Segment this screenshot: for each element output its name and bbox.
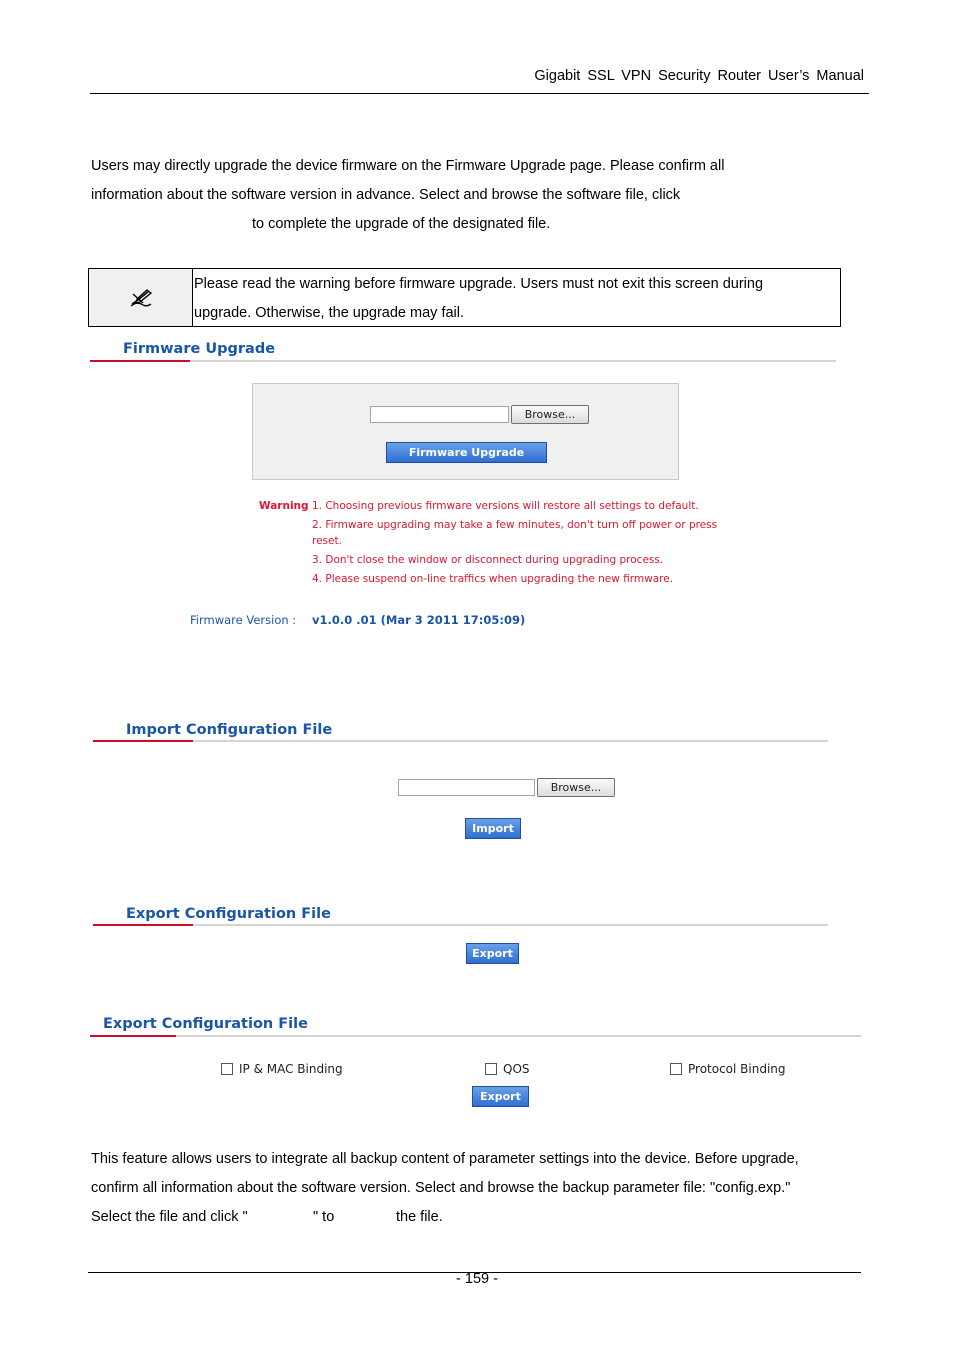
- firmware-version-value: v1.0.0 .01 (Mar 3 2011 17:05:09): [312, 613, 526, 627]
- export-config-options-rule: [90, 1035, 861, 1037]
- qos-checkbox[interactable]: [485, 1063, 497, 1075]
- body-line-2: confirm all information about the software version. Select and browse the backup parameter file: "config.exp.": [91, 1180, 791, 1196]
- option-qos[interactable]: [485, 1062, 530, 1076]
- note-line-2: upgrade. Otherwise, the upgrade may fail.: [194, 305, 465, 321]
- body-line-3a: Select the file and click ": [91, 1209, 248, 1225]
- import-config-rule-accent: [93, 740, 193, 742]
- option-ip-mac-binding[interactable]: [221, 1062, 343, 1076]
- body-line-3c: the file.: [396, 1209, 443, 1225]
- note-line-1: Please read the warning before firmware upgrade. Users must not exit this screen during: [194, 276, 764, 292]
- warning-item-1: 1. Choosing previous firmware versions will restore all settings to default.: [312, 500, 699, 512]
- note-text: [194, 270, 832, 328]
- qos-label: QOS: [503, 1062, 530, 1076]
- export-config-title: Export Configuration File: [126, 906, 331, 922]
- page-number: - 159 -: [456, 1271, 498, 1287]
- firmware-browse-button[interactable]: Browse...: [511, 405, 589, 424]
- protocol-binding-label: Protocol Binding: [688, 1062, 786, 1076]
- ip-mac-binding-label: IP & MAC Binding: [239, 1062, 343, 1076]
- warning-item-4: 4. Please suspend on-line traffics when upgrading the new firmware.: [312, 573, 674, 585]
- warning-item-3: 3. Don't close the window or disconnect during upgrading process.: [312, 554, 664, 566]
- export-button[interactable]: Export: [466, 943, 519, 964]
- warning-item-2: 2. Firmware upgrading may take a few minutes, don't turn off power or press: [312, 519, 718, 531]
- export-config-options-rule-accent: [90, 1035, 176, 1037]
- firmware-version-label: Firmware Version :: [190, 613, 297, 627]
- firmware-upgrade-rule-accent: [90, 360, 190, 362]
- pencil-note-icon: [129, 288, 153, 308]
- export-config-rule: [93, 924, 828, 926]
- import-config-title: Import Configuration File: [126, 722, 333, 738]
- option-protocol-binding[interactable]: [670, 1062, 786, 1076]
- body-line-3b: " to: [313, 1209, 335, 1225]
- protocol-binding-checkbox[interactable]: [670, 1063, 682, 1075]
- import-button[interactable]: Import: [465, 818, 521, 839]
- intro-line-3: to complete the upgrade of the designated file.: [252, 216, 551, 232]
- firmware-upgrade-panel: [252, 383, 679, 480]
- intro-line-1: Users may directly upgrade the device firmware on the Firmware Upgrade page. Please confirm all: [91, 158, 725, 174]
- firmware-upgrade-button[interactable]: Firmware Upgrade: [386, 442, 547, 463]
- export-config-rule-accent: [93, 924, 193, 926]
- firmware-upgrade-rule: [90, 360, 836, 362]
- warning-label: Warning: [259, 500, 309, 512]
- note-icon-cell: [89, 269, 193, 326]
- export-options-button[interactable]: Export: [472, 1086, 529, 1107]
- export-config-options-title: Export Configuration File: [103, 1016, 308, 1032]
- import-file-input[interactable]: [398, 779, 535, 796]
- header-rule: [90, 93, 869, 94]
- note-box: [88, 268, 841, 327]
- import-browse-button[interactable]: Browse...: [537, 778, 615, 797]
- warning-item-2-cont: reset.: [312, 535, 342, 547]
- firmware-file-input[interactable]: [370, 406, 509, 423]
- header-title: Gigabit SSL VPN Security Router User’s Manual: [534, 68, 864, 84]
- ip-mac-binding-checkbox[interactable]: [221, 1063, 233, 1075]
- import-config-rule: [93, 740, 828, 742]
- intro-line-2: information about the software version in advance. Select and browse the software file, click: [91, 187, 681, 203]
- body-line-1: This feature allows users to integrate all backup content of parameter settings into the device. Before upgrade,: [91, 1151, 799, 1167]
- firmware-upgrade-title: Firmware Upgrade: [123, 341, 276, 357]
